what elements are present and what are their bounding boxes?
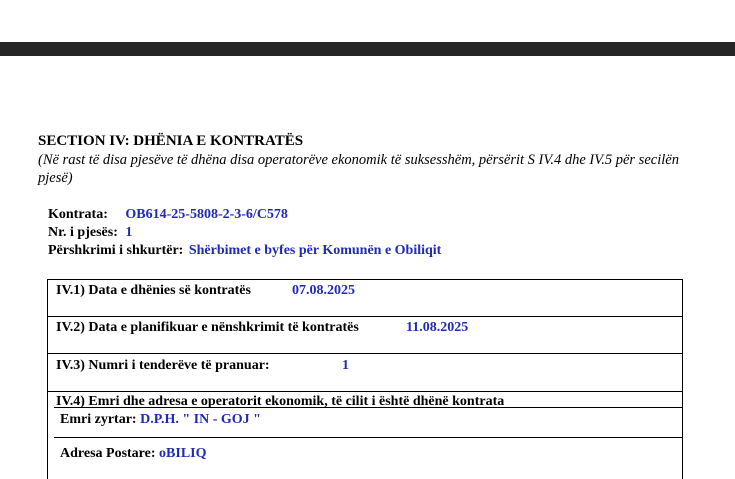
official-name-line (60, 412, 261, 428)
section-title: SECTION IV: DHËNIA E KONTRATËS (38, 133, 304, 149)
part-number-line (48, 225, 132, 241)
short-description-label: Përshkrimi i shkurtër: (48, 243, 184, 258)
official-name-value: D.P.H. " IN - GOJ " (140, 412, 261, 427)
part-number-label: Nr. i pjesës: (48, 225, 118, 240)
row-postal-address (54, 437, 682, 461)
signing-date-label: IV.2) Data e planifikuar e nënshkrimit të kontratës (56, 320, 359, 335)
row-signing-date (48, 316, 682, 335)
row-official-name (54, 407, 682, 427)
section-note: (Në rast të disa pjesëve të dhëna disa operatorëve ekonomik të suksesshëm, përsërit S IV.4 dhe IV.5 për secilën pjesë) (38, 152, 679, 186)
postal-address-line (60, 446, 207, 462)
row-operator-heading (48, 391, 682, 409)
postal-address-colon: : (150, 446, 160, 461)
official-name-label: Emri zyrtar (60, 412, 132, 427)
operator-heading: IV.4) Emri dhe adresa e operatorit ekonomik, të cilit i është dhënë kontrata (56, 394, 505, 409)
top-bar (0, 42, 735, 56)
official-name-colon: : (131, 412, 141, 427)
short-description-line (48, 243, 441, 259)
row-award-date (48, 279, 682, 298)
tenders-count-label: IV.3) Numri i tenderëve të pranuar: (56, 358, 270, 373)
contract-line (48, 207, 288, 223)
postal-address-value: oBILIQ (159, 446, 207, 461)
part-number-value: 1 (125, 225, 133, 240)
award-date-label: IV.1) Data e dhënies së kontratës (56, 283, 251, 298)
short-description-value: Shërbimet e byfes për Komunën e Obiliqit (188, 243, 442, 258)
award-date-value: 07.08.2025 (292, 283, 355, 298)
tenders-count-value: 1 (342, 358, 349, 373)
row-tenders-count (48, 353, 682, 373)
signing-date-value: 11.08.2025 (406, 320, 469, 335)
award-table (47, 279, 683, 479)
postal-address-label: Adresa Postare (60, 446, 151, 461)
contract-label: Kontrata: (48, 207, 108, 222)
contract-number: OB614-25-5808-2-3-6/C578 (125, 207, 288, 222)
